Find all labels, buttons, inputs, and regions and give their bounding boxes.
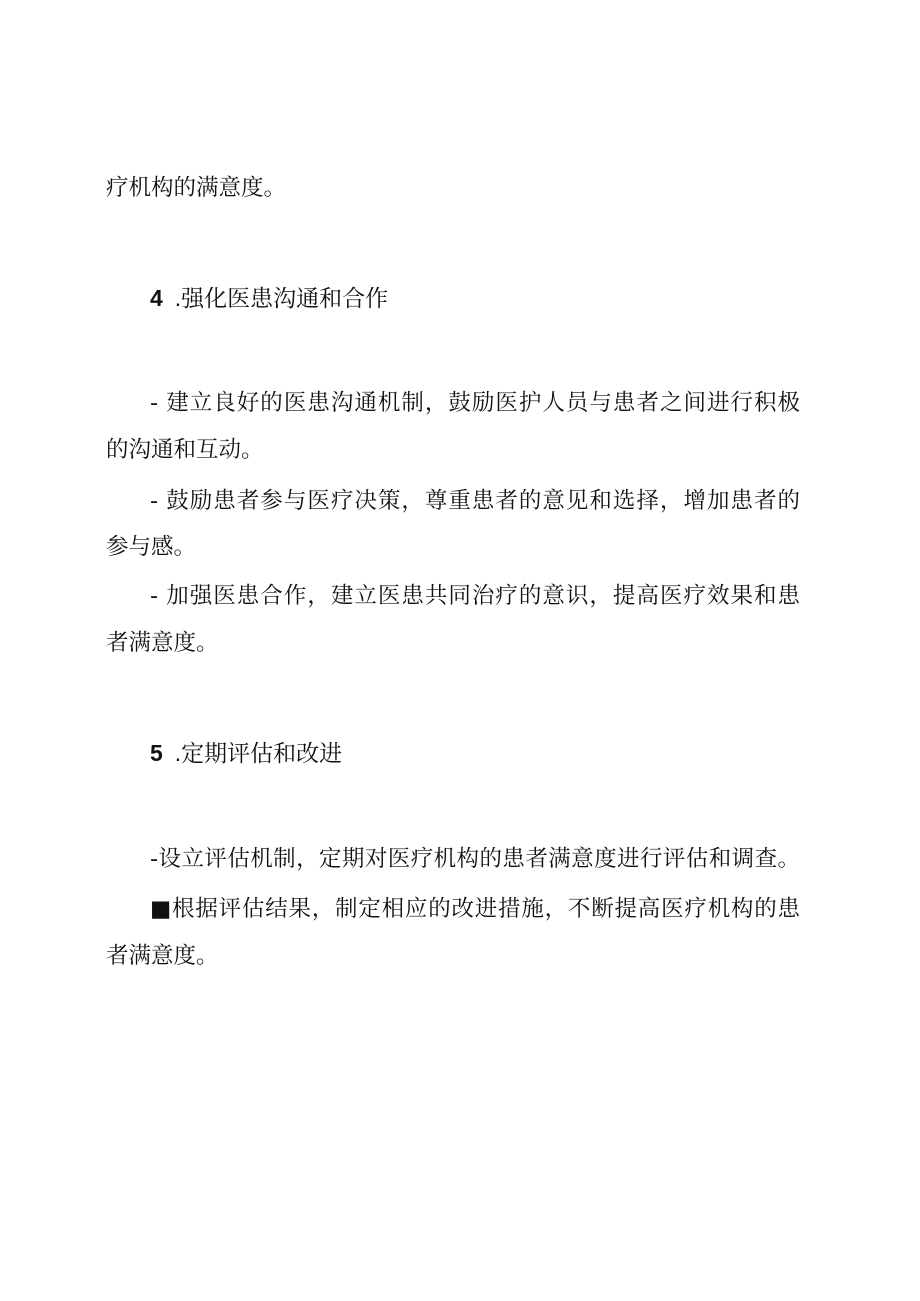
section-4-heading bbox=[150, 282, 388, 314]
intro-continuation: 疗机构的满意度。 bbox=[106, 175, 287, 201]
section-5-item-2-line-1: ■根据评估结果，制定相应的改进措施，不断提高医疗机构的患 bbox=[150, 896, 800, 922]
section-4-item-3-line-1: - 加强医患合作，建立医患共同治疗的意识，提高医疗效果和患 bbox=[150, 583, 800, 609]
section-4-title: .强化医患沟通和合作 bbox=[174, 285, 389, 311]
section-4-item-2-line-2: 参与感。 bbox=[106, 534, 197, 560]
section-4-number: 4 bbox=[150, 285, 163, 311]
section-4-item-3-line-2: 者满意度。 bbox=[106, 630, 219, 656]
section-5-heading bbox=[150, 737, 342, 769]
section-5-number: 5 bbox=[150, 740, 163, 766]
section-4-item-2-line-1: - 鼓励患者参与医疗决策，尊重患者的意见和选择，增加患者的 bbox=[150, 488, 800, 514]
section-4-item-1-line-1: - 建立良好的医患沟通机制，鼓励医护人员与患者之间进行积极 bbox=[150, 390, 800, 416]
section-4-item-1-line-2: 的沟通和互动。 bbox=[106, 437, 264, 463]
section-5-item-1-line-1: -设立评估机制，定期对医疗机构的患者满意度进行评估和调查。 bbox=[150, 846, 800, 872]
section-5-item-2-line-2: 者满意度。 bbox=[106, 943, 219, 969]
section-5-title: .定期评估和改进 bbox=[174, 740, 343, 766]
